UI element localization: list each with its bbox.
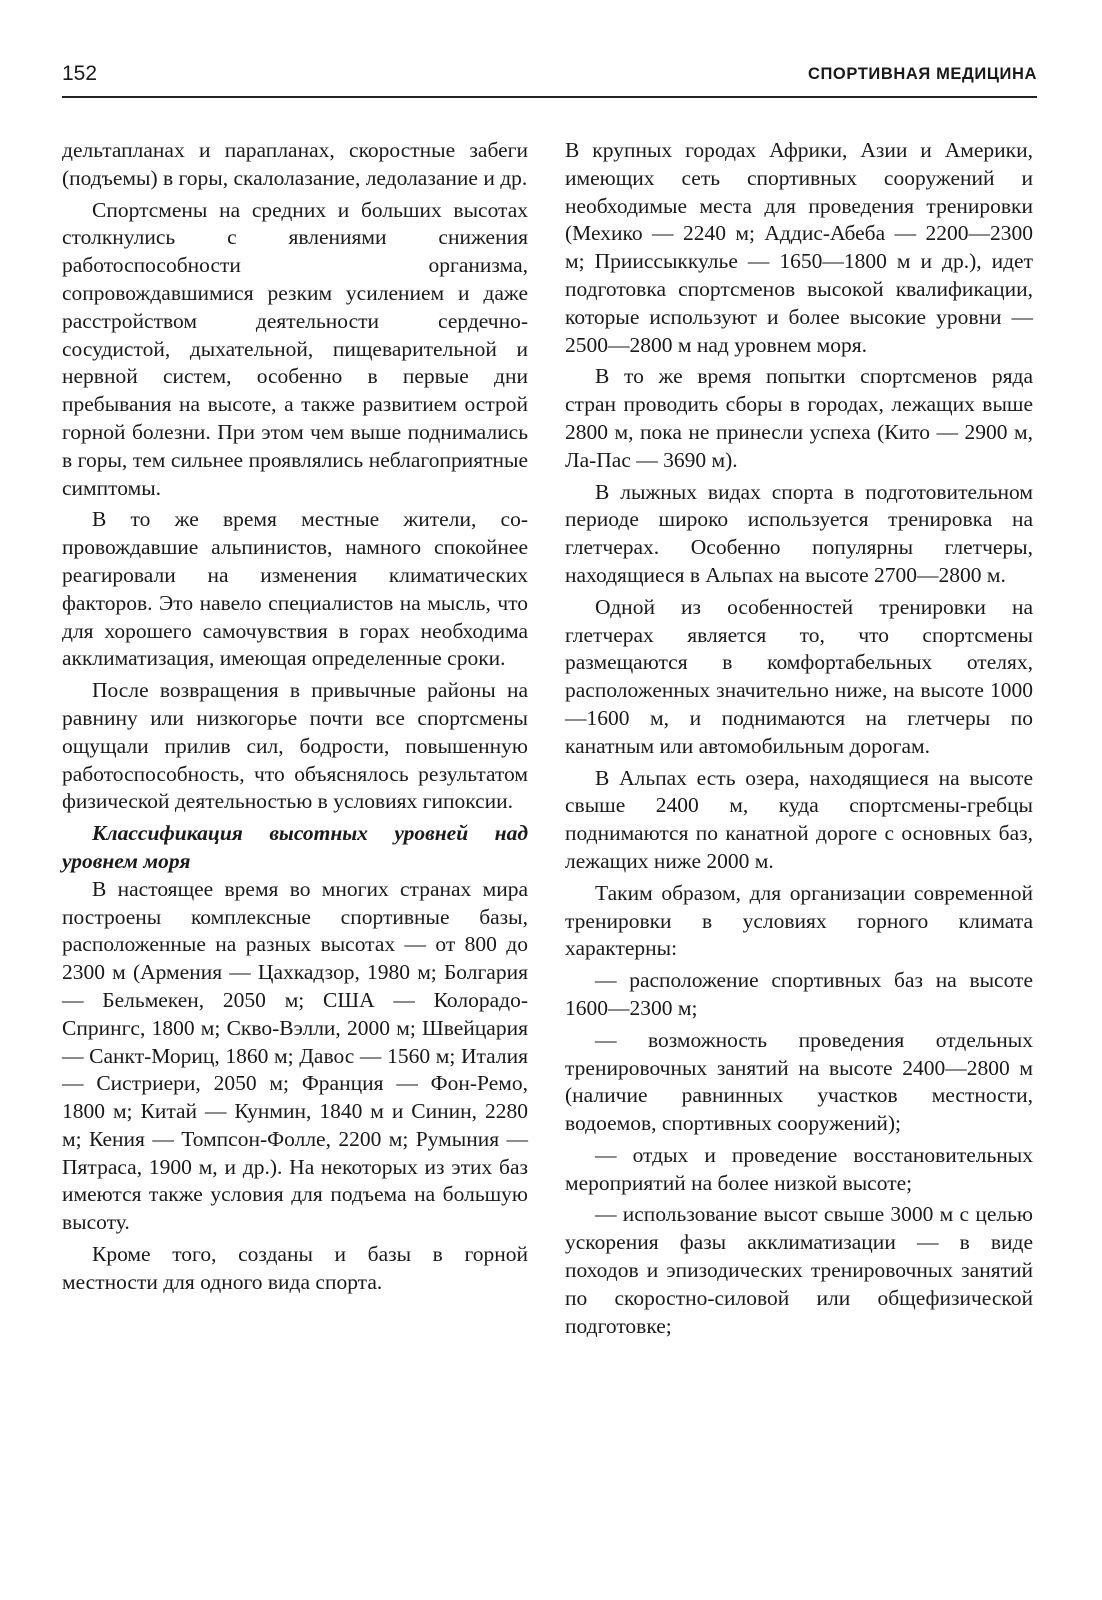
running-title: СПОРТИВНАЯ МЕДИЦИНА — [807, 65, 1037, 83]
paragraph: В то же время местные жители, сопровождавшие альпинистов, намного спокойнее реагировали на изменения климатических факторов. Это навело специалистов на мысль, что для хорошего самочувствия в горах необходима акклиматизация, имеющая определенные сроки. — [62, 507, 528, 671]
paragraph: В то же время попытки спортсменов ряда стран проводить сборы в городах, лежащих выше 2800 м, пока не принесли успеха (Кито — 2900 м, Ла-Пас — 3690 м). — [565, 364, 1033, 472]
paragraph: Таким образом, для организации современной тренировки в условиях горного климата характерны: — [565, 880, 1033, 961]
paragraph: В крупных городах Африки, Азии и Америки, имеющих сеть спортивных сооружений и необходимые места для проведения тренировки (Мехико — 2240 м; Аддис-Абеба — 2200—2300 м; Прииссыккулье — 1650—1800 м и др.), идет подготовка спортсменов высокой квалификации, которые используют и более высокие уровни — 2500—2800 м над уровнем моря. — [565, 138, 1033, 357]
page-header — [62, 56, 1037, 98]
list-item: — использование высот свыше 3000 м с целью ускорения фазы акклиматизации — в виде походов и эпизодических тренировочных занятий по скоростно-силовой или общефизической подготовке; — [565, 1202, 1033, 1338]
paragraph: Спортсмены на средних и больших высотах столкнулись с явлениями снижения работоспособности организма, сопровождавшимися резким усилением и даже расстройством деятельности сердечно-сосудистой, дыхательной, пищеварительной и нервной систем, особенно в первые дни пребывания на высоте, а также развитием острой горной болезни. При этом чем выше поднимались в горы, тем сильнее проявлялись неблагоприятные симптомы. — [62, 197, 528, 500]
paragraph: Кроме того, созданы и базы в горной местности для одного вида спорта. — [62, 1242, 528, 1294]
page-number: 152 — [62, 62, 98, 85]
paragraph: В лыжных видах спорта в подготовительном периоде широко используется тренировка на глетчерах. Особенно популярны глетчеры, находящиеся в Альпах на высоте 2700—2800 м. — [565, 479, 1033, 587]
section-heading: Классификация высотных уровней над уровнем моря — [62, 821, 528, 873]
paragraph: После возвращения в привычные районы на равнину или низкогорье почти все спортсмены ощущали прилив сил, бодрости, повышенную работоспособность, что объяснялось результатом физической деятельностью в условиях гипоксии. — [62, 678, 528, 814]
paragraph: Одной из особенностей тренировки на глетчерах является то, что спортсмены размещаются в комфортабельных отелях, расположенных значительно ниже, на высоте 1000—1600 м, и поднимаются на глетчеры по канатным или автомобильным дорогам. — [565, 594, 1033, 758]
paragraph: В настоящее время во многих странах мира построены комплексные спортивные базы, расположенные на разных высотах — от 800 до 2300 м (Армения — Цахкадзор, 1980 м; Болгария — Бельмекен, 2050 м; США — Колорадо-Спрингс, 1800 м; Скво-Вэлли, 2000 м; Швейцария — Санкт-Мориц, 1860 м; Давос — 1560 м; Италия — Систриери, 2050 м; Франция — Фон-Ремо, 1800 м; Китай — Кунмин, 1840 м и Синин, 2280 м; Кения — Томпсон-Фолле, 2200 м; Румыния — Пятраса, 1900 м, и др.). На некоторых из этих баз имеются также условия для подъема на большую высоту. — [62, 876, 528, 1235]
list-item: — расположение спортивных баз на высоте 1600—2300 м; — [565, 968, 1033, 1020]
list-item: — отдых и проведение восстановительных мероприятий на более низкой высоте; — [565, 1142, 1033, 1195]
right-column — [565, 137, 1033, 1344]
paragraph: В Альпах есть озера, находящиеся на высоте свыше 2400 м, куда спортсмены-гребцы поднимаются по канатной дороге с основных баз, лежащих ниже 2000 м. — [565, 765, 1033, 873]
list-item: — возможность проведения отдельных тренировочных занятий на высоте 2400—2800 м (наличие равнинных участков местности, водоемов, спортивных сооружений); — [565, 1027, 1033, 1136]
left-column — [62, 137, 528, 1301]
paragraph: дельтапланах и парапланах, скоростные забеги (подъемы) в горы, скалолазание, ледолазание и др. — [62, 138, 528, 190]
